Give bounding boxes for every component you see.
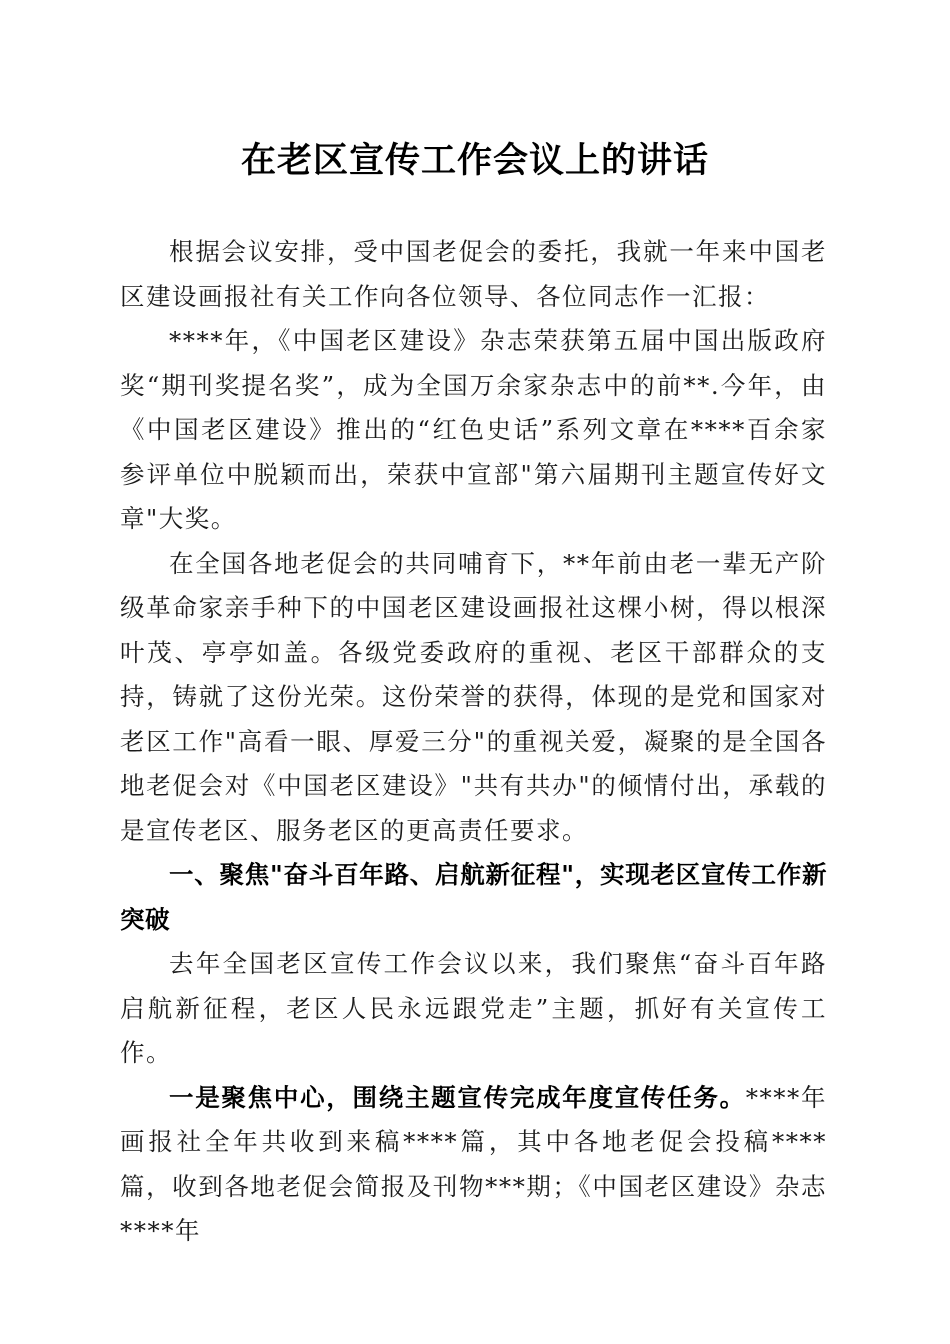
point-one-paragraph <box>120 1076 827 1254</box>
point-one-lead: 一是聚焦中心，围绕主题宣传完成年度宣传任务。 <box>169 1082 746 1112</box>
paragraph-intro: 根据会议安排，受中国老促会的委托，我就一年来中国老区建设画报社有关工作向各位领导、各位同志作一汇报： <box>120 237 827 311</box>
section-heading: 一、聚焦"奋斗百年路、启航新征程"，实现老区宣传工作新突破 <box>120 860 827 934</box>
document-body <box>120 230 827 1254</box>
section-intro: 去年全国老区宣传工作会议以来，我们聚焦“奋斗百年路启航新征程，老区人民永远跟党走”主题，抓好有关宣传工作。 <box>120 949 827 1067</box>
document-title: 在老区宣传工作会议上的讲话 <box>240 140 709 181</box>
point-one-text: ****年画报社全年共收到来稿****篇，其中各地老促会投稿****篇，收到各地老促会简报及刊物***期；《中国老区建设》杂志****年 <box>120 1082 827 1245</box>
paragraph-award: ****年，《中国老区建设》杂志荣获第五届中国出版政府奖“期刊奖提名奖”，成为全国万余家杂志中的前**.今年，由《中国老区建设》推出的“红色史话”系列文章在****百余家参评单位中脱颖而出，荣获中宣部"第六届期刊主题宣传好文章"大奖。 <box>120 326 827 533</box>
paragraph-honor: 在全国各地老促会的共同哺育下，**年前由老一辈无产阶级革命家亲手种下的中国老区建设画报社这棵小树，得以根深叶茂、亭亭如盖。各级党委政府的重视、老区干部群众的支持，铸就了这份光荣。这份荣誉的获得，体现的是党和国家对老区工作"高看一眼、厚爱三分"的重视关爱，凝聚的是全国各地老促会对《中国老区建设》"共有共办"的倾情付出，承载的是宣传老区、服务老区的更高责任要求。 <box>120 548 827 845</box>
